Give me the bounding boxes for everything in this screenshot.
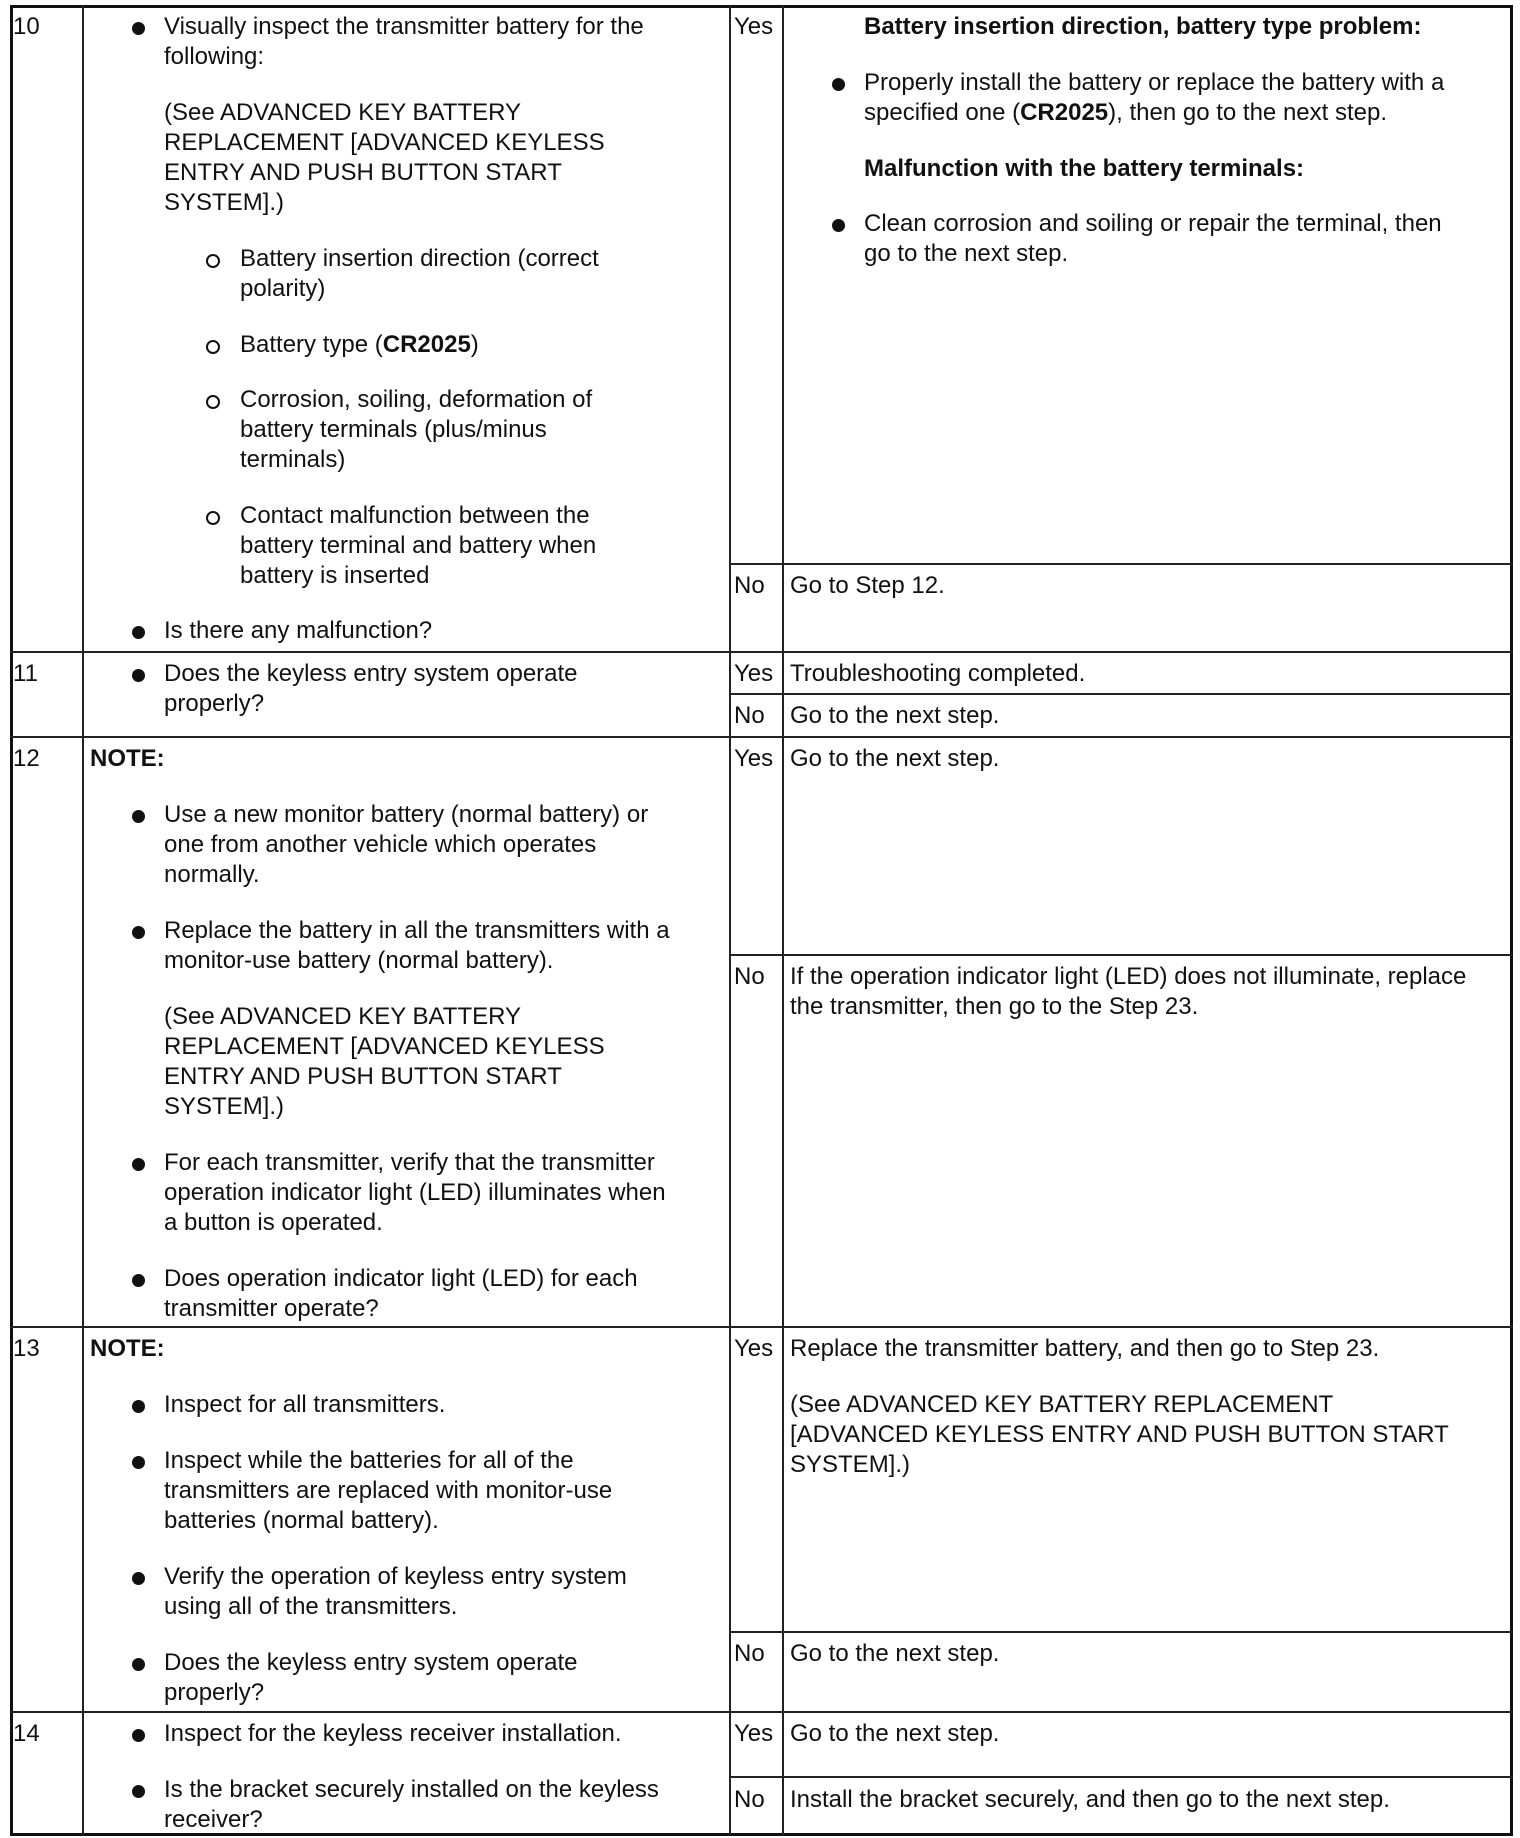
- check-text: Is there any malfunction?: [164, 617, 433, 644]
- check-text: Visually inspect the transmitter battery for the: [164, 13, 644, 40]
- result-text: [864, 98, 1387, 128]
- bullet-icon: [132, 1729, 145, 1742]
- check-text: operation indicator light (LED) illuminates when: [164, 1179, 666, 1206]
- yes-no-divider: [729, 1631, 1513, 1633]
- row-divider: [10, 651, 1513, 653]
- check-text: using all of the transmitters.: [164, 1593, 458, 1620]
- check-text: a button is operated.: [164, 1209, 383, 1236]
- yes-label: Yes: [734, 660, 774, 687]
- sub-check-text: battery is inserted: [240, 562, 430, 589]
- col-divider-step: [82, 5, 84, 1836]
- bullet-icon: [132, 1274, 145, 1287]
- result-heading: Malfunction with the battery terminals:: [864, 155, 1305, 182]
- bullet-icon: [132, 1400, 145, 1413]
- check-text: receiver?: [164, 1806, 263, 1833]
- bullet-icon: [132, 1572, 145, 1585]
- no-label: No: [734, 1786, 765, 1813]
- check-text: Inspect while the batteries for all of the: [164, 1447, 574, 1474]
- result-text: Install the bracket securely, and then go to the next step.: [790, 1786, 1390, 1813]
- result-text: the transmitter, then go to the Step 23.: [790, 993, 1199, 1020]
- check-text: Does operation indicator light (LED) for each: [164, 1265, 638, 1292]
- reference-text: SYSTEM].): [164, 189, 285, 216]
- check-text: one from another vehicle which operates: [164, 831, 597, 858]
- result-text: Go to the next step.: [790, 1640, 1000, 1667]
- battery-code: CR2025: [1020, 99, 1109, 126]
- check-text: transmitters are replaced with monitor-use: [164, 1477, 613, 1504]
- bullet-icon: [132, 810, 145, 823]
- sub-bullet-icon: [206, 254, 220, 268]
- sub-check-text: Battery insertion direction (correct: [240, 245, 599, 272]
- bullet-icon: [132, 1158, 145, 1171]
- check-text: For each transmitter, verify that the transmitter: [164, 1149, 655, 1176]
- sub-bullet-icon: [206, 511, 220, 525]
- check-text: transmitter operate?: [164, 1295, 379, 1322]
- no-label: No: [734, 1640, 765, 1667]
- reference-text: [ADVANCED KEYLESS ENTRY AND PUSH BUTTON START: [790, 1421, 1449, 1448]
- result-text: If the operation indicator light (LED) does not illuminate, replace: [790, 963, 1467, 990]
- check-text: Verify the operation of keyless entry system: [164, 1563, 627, 1590]
- step-number: 11: [13, 660, 38, 687]
- check-text: monitor-use battery (normal battery).: [164, 947, 554, 974]
- sub-bullet-icon: [206, 395, 220, 409]
- check-text: Inspect for the keyless receiver installation.: [164, 1720, 622, 1747]
- step-number: 10: [13, 13, 40, 40]
- reference-text: SYSTEM].): [790, 1451, 911, 1478]
- result-text: Go to the next step.: [790, 1720, 1000, 1747]
- check-text: Does the keyless entry system operate: [164, 660, 578, 687]
- bullet-icon: [132, 1456, 145, 1469]
- no-label: No: [734, 702, 765, 729]
- col-divider-result: [782, 5, 784, 1836]
- bullet-icon: [132, 926, 145, 939]
- result-heading: Battery insertion direction, battery type problem:: [864, 13, 1422, 40]
- bullet-icon: [832, 219, 845, 232]
- check-text: Inspect for all transmitters.: [164, 1391, 446, 1418]
- sub-check-text: terminals): [240, 446, 346, 473]
- result-text: Go to the next step.: [790, 702, 1000, 729]
- bullet-icon: [832, 78, 845, 91]
- no-label: No: [734, 963, 765, 990]
- sub-bullet-icon: [206, 340, 220, 354]
- reference-text: (See ADVANCED KEY BATTERY: [164, 99, 522, 126]
- yes-no-divider: [729, 693, 1513, 695]
- result-text: Go to the next step.: [790, 745, 1000, 772]
- bullet-icon: [132, 1785, 145, 1798]
- reference-text: REPLACEMENT [ADVANCED KEYLESS: [164, 129, 605, 156]
- sub-check-text: Corrosion, soiling, deformation of: [240, 386, 593, 413]
- note-heading: NOTE:: [90, 1335, 165, 1362]
- check-text: following:: [164, 43, 265, 70]
- result-text: Clean corrosion and soiling or repair the terminal, then: [864, 210, 1442, 237]
- step-number: 13: [13, 1335, 40, 1362]
- yes-no-divider: [729, 954, 1513, 956]
- yes-label: Yes: [734, 745, 774, 772]
- reference-text: (See ADVANCED KEY BATTERY: [164, 1003, 522, 1030]
- sub-check-text: [240, 330, 479, 360]
- result-text: Troubleshooting completed.: [790, 660, 1086, 687]
- check-text: normally.: [164, 861, 260, 888]
- sub-check-text: polarity): [240, 275, 326, 302]
- bullet-icon: [132, 669, 145, 682]
- row-divider: [10, 736, 1513, 738]
- text-part: Battery type (: [240, 331, 383, 358]
- check-text: Does the keyless entry system operate: [164, 1649, 578, 1676]
- battery-code: CR2025: [382, 331, 471, 358]
- bullet-icon: [132, 22, 145, 35]
- check-text: Is the bracket securely installed on the keyless: [164, 1776, 659, 1803]
- reference-text: ENTRY AND PUSH BUTTON START: [164, 159, 562, 186]
- check-text: properly?: [164, 690, 265, 717]
- yes-no-divider: [729, 1776, 1513, 1778]
- result-text: go to the next step.: [864, 240, 1069, 267]
- row-divider: [10, 1711, 1513, 1713]
- reference-text: SYSTEM].): [164, 1093, 285, 1120]
- yes-label: Yes: [734, 1335, 774, 1362]
- sub-check-text: battery terminals (plus/minus: [240, 416, 547, 443]
- result-text: Properly install the battery or replace the battery with a: [864, 69, 1445, 96]
- check-text: Use a new monitor battery (normal battery) or: [164, 801, 649, 828]
- result-text: Replace the transmitter battery, and then go to Step 23.: [790, 1335, 1380, 1362]
- step-number: 12: [13, 745, 40, 772]
- check-text: batteries (normal battery).: [164, 1507, 439, 1534]
- reference-text: ENTRY AND PUSH BUTTON START: [164, 1063, 562, 1090]
- note-heading: NOTE:: [90, 745, 165, 772]
- row-divider: [10, 1326, 1513, 1328]
- text-part: specified one (: [864, 99, 1021, 126]
- col-divider-check: [729, 5, 731, 1836]
- result-text: Go to Step 12.: [790, 572, 945, 599]
- bullet-icon: [132, 1658, 145, 1671]
- text-part: ): [470, 331, 479, 358]
- reference-text: REPLACEMENT [ADVANCED KEYLESS: [164, 1033, 605, 1060]
- check-text: Replace the battery in all the transmitters with a: [164, 917, 670, 944]
- yes-no-divider: [729, 563, 1513, 565]
- bullet-icon: [132, 626, 145, 639]
- yes-label: Yes: [734, 13, 774, 40]
- sub-check-text: Contact malfunction between the: [240, 502, 590, 529]
- yes-label: Yes: [734, 1720, 774, 1747]
- no-label: No: [734, 572, 765, 599]
- reference-text: (See ADVANCED KEY BATTERY REPLACEMENT: [790, 1391, 1334, 1418]
- check-text: properly?: [164, 1679, 265, 1706]
- sub-check-text: battery terminal and battery when: [240, 532, 597, 559]
- text-part: ), then go to the next step.: [1108, 99, 1388, 126]
- step-number: 14: [13, 1720, 40, 1747]
